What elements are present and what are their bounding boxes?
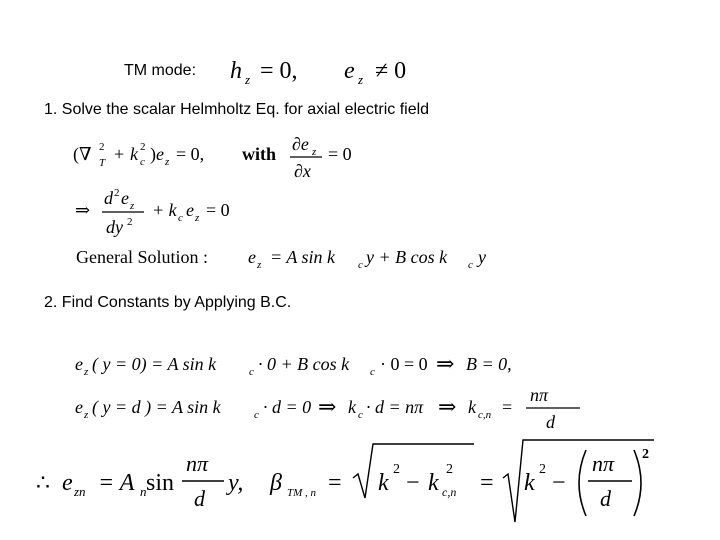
svg-text:k: k: [130, 144, 138, 164]
svg-text:z: z: [358, 72, 364, 87]
svg-text:e: e: [186, 200, 194, 220]
svg-text:2: 2: [446, 462, 453, 477]
svg-text:= 0: = 0: [206, 200, 230, 220]
svg-text:c: c: [370, 366, 375, 378]
boundary-condition-2: [75, 385, 580, 432]
svg-text:e: e: [75, 397, 83, 417]
svg-text:y + B cos k: y + B cos k: [366, 247, 448, 267]
svg-text:= 0: = 0: [328, 144, 352, 164]
svg-text:=: =: [328, 470, 342, 496]
svg-text:nπ: nπ: [592, 451, 615, 476]
general-solution: [76, 247, 486, 271]
svg-text:c: c: [249, 366, 254, 378]
svg-text:z: z: [312, 146, 317, 158]
svg-text:2: 2: [140, 141, 146, 153]
svg-text:−: −: [552, 470, 566, 496]
svg-text:=: =: [480, 470, 494, 496]
svg-text:2: 2: [99, 141, 105, 153]
svg-text:e: e: [75, 354, 83, 374]
svg-text:y,: y,: [228, 470, 244, 496]
svg-text:c: c: [140, 156, 145, 168]
svg-text:2: 2: [127, 216, 133, 228]
svg-text:z: z: [257, 259, 262, 271]
svg-text:c,n: c,n: [478, 409, 492, 421]
svg-text:2: 2: [642, 447, 649, 462]
svg-text:· d = nπ: · d = nπ: [366, 397, 424, 417]
svg-text:∴: ∴: [36, 470, 50, 495]
svg-text:( y = d ) = A sin k: ( y = d ) = A sin k: [92, 397, 221, 417]
svg-text:with: with: [242, 144, 277, 164]
svg-text:z: z: [84, 409, 89, 421]
svg-text:d: d: [600, 486, 611, 511]
svg-text:⇒: ⇒: [318, 394, 337, 419]
svg-text:nπ: nπ: [186, 451, 209, 476]
svg-text:k: k: [428, 470, 439, 496]
svg-text:c: c: [358, 259, 363, 271]
svg-text:d: d: [194, 486, 205, 511]
svg-text:y: y: [478, 247, 486, 267]
svg-text:T: T: [99, 157, 106, 169]
svg-text:sin: sin: [146, 470, 175, 496]
svg-text:B = 0,: B = 0,: [466, 354, 512, 374]
svg-text:c: c: [468, 259, 473, 271]
svg-text:≠ 0: ≠ 0: [375, 58, 407, 84]
svg-text:c: c: [178, 212, 183, 224]
svg-text:d: d: [104, 188, 113, 208]
svg-text:z: z: [245, 72, 251, 87]
svg-text:∂x: ∂x: [294, 161, 311, 181]
svg-text:c,n: c,n: [442, 485, 457, 499]
svg-text:General Solution :: General Solution :: [76, 247, 208, 267]
svg-text:dy: dy: [106, 217, 123, 237]
svg-text:=: =: [502, 397, 513, 417]
ode-equation: [75, 187, 230, 237]
svg-text:e: e: [156, 144, 164, 164]
svg-text:2: 2: [393, 462, 400, 477]
conclusion-equation: [36, 440, 654, 522]
svg-text:z: z: [84, 366, 89, 378]
svg-text:( y = 0) = A sin k: ( y = 0) = A sin k: [92, 354, 217, 374]
svg-text:· 0 + B cos k: · 0 + B cos k: [258, 354, 350, 374]
svg-text:k: k: [378, 470, 389, 496]
svg-text:= 0,: = 0,: [176, 144, 205, 164]
svg-text:z: z: [165, 156, 170, 168]
svg-text:2: 2: [114, 187, 120, 199]
svg-text:z: z: [130, 200, 135, 212]
svg-text:k: k: [348, 397, 356, 417]
step1-title: 1. Solve the scalar Helmholtz Eq. for axial electric field: [44, 101, 430, 118]
svg-text:= 0,: = 0,: [260, 58, 298, 84]
svg-text:c: c: [254, 409, 259, 421]
svg-text:k: k: [468, 397, 476, 417]
svg-text:c: c: [358, 409, 363, 421]
svg-text:+ k: + k: [152, 200, 177, 220]
svg-text:⇒: ⇒: [438, 394, 457, 419]
svg-text:⇒: ⇒: [75, 200, 91, 220]
svg-text:e: e: [344, 58, 355, 84]
svg-text:(∇: (∇: [73, 144, 92, 164]
svg-text:e: e: [62, 470, 73, 496]
svg-text:+: +: [114, 144, 125, 164]
svg-text:): ): [150, 144, 156, 164]
svg-text:TM , n: TM , n: [287, 487, 317, 499]
svg-text:nπ: nπ: [530, 385, 549, 405]
svg-text:∂e: ∂e: [292, 134, 309, 154]
svg-text:= A sin k: = A sin k: [270, 247, 335, 267]
step2-title: 2. Find Constants by Applying B.C.: [44, 294, 292, 311]
svg-text:n: n: [140, 484, 147, 499]
svg-text:· 0 = 0: · 0 = 0: [380, 354, 428, 374]
svg-text:e: e: [248, 247, 256, 267]
svg-text:zn: zn: [74, 484, 86, 499]
boundary-condition-1: [75, 351, 512, 378]
tm-mode-label: TM mode:: [124, 62, 197, 79]
svg-text:⇒: ⇒: [436, 351, 455, 376]
helmholtz-equation: [73, 134, 352, 181]
svg-text:k: k: [524, 470, 535, 496]
svg-text:β: β: [270, 470, 282, 496]
svg-text:· d = 0: · d = 0: [263, 397, 312, 417]
svg-text:2: 2: [539, 462, 546, 477]
svg-text:h: h: [230, 58, 242, 84]
tm-mode-condition: [230, 58, 406, 87]
svg-text:d: d: [546, 412, 555, 432]
svg-text:z: z: [195, 212, 200, 224]
svg-text:= A: = A: [98, 470, 135, 496]
svg-text:e: e: [121, 188, 129, 208]
svg-text:−: −: [406, 470, 420, 496]
